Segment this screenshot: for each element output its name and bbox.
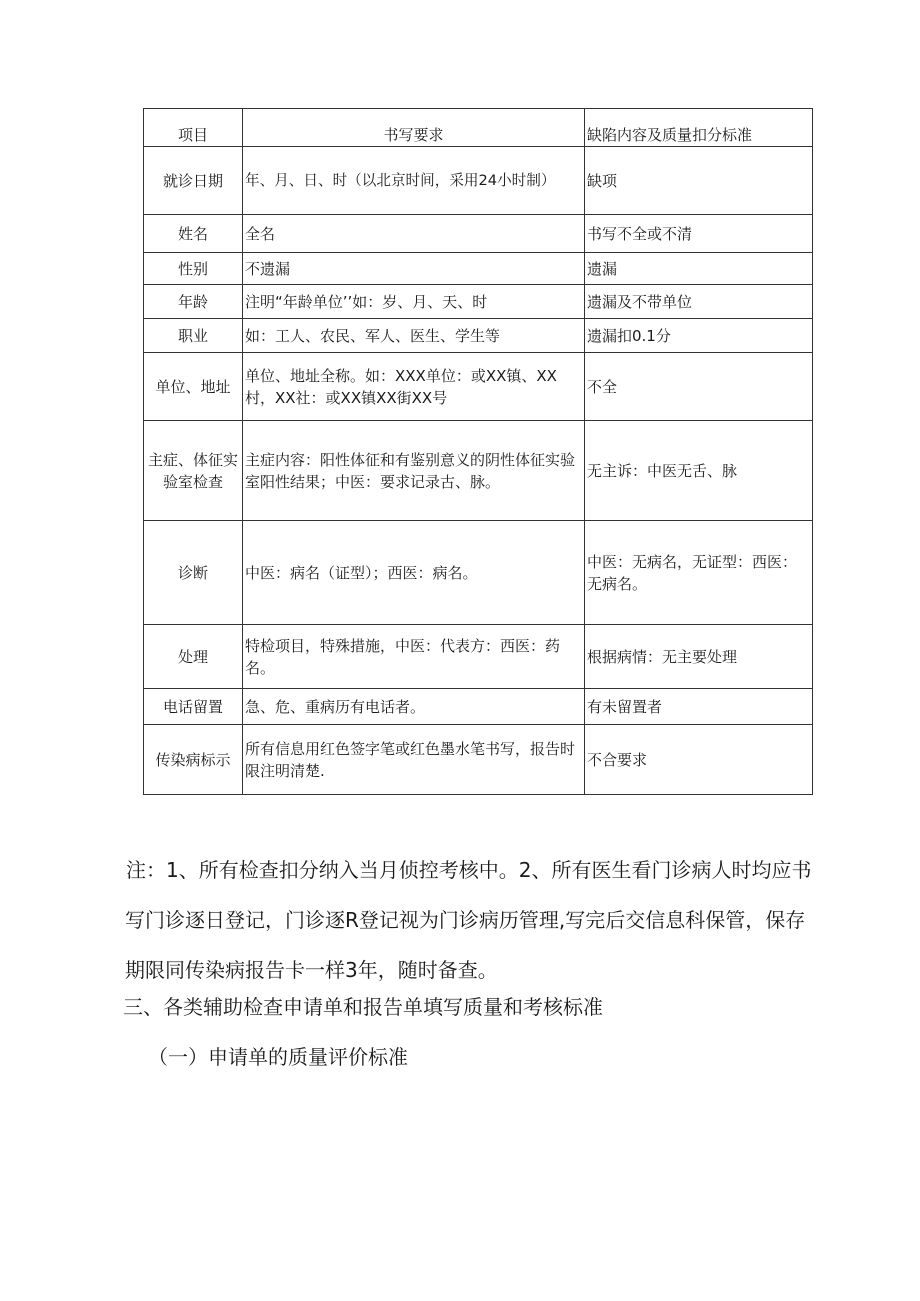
table-row xyxy=(144,285,813,319)
row-defect-cell: 遗漏及不带单位 xyxy=(585,285,813,319)
table-row xyxy=(144,215,813,253)
row-item-cell: 诊断 xyxy=(144,521,243,625)
row-item-cell: 就诊日期 xyxy=(144,147,243,215)
row-requirement-cell: 注明“年龄单位’’如：岁、月、天、时 xyxy=(243,285,585,319)
row-requirement-cell: 特检项目，特殊措施，中医：代表方：西医：药名。 xyxy=(243,625,585,689)
subsection-heading: （一）申请单的质量评价标准 xyxy=(148,1045,408,1069)
row-defect-cell: 有未留置者 xyxy=(585,689,813,725)
quality-standards-table xyxy=(143,108,813,795)
row-defect-cell: 不合要求 xyxy=(585,725,813,795)
row-requirement-cell: 所有信息用红色签字笔或红色墨水笔书写，报告时限注明清楚. xyxy=(243,725,585,795)
row-defect-cell: 书写不全或不清 xyxy=(585,215,813,253)
row-requirement-cell: 中医：病名（证型）；西医：病名。 xyxy=(243,521,585,625)
table-row xyxy=(144,319,813,353)
header-cell-item: 项目 xyxy=(144,109,243,147)
section-heading: 三、各类辅助检查申请单和报告单填写质量和考核标准 xyxy=(123,995,603,1019)
table-row xyxy=(144,353,813,421)
row-defect-cell: 不全 xyxy=(585,353,813,421)
table-row xyxy=(144,421,813,521)
row-item-cell: 单位、地址 xyxy=(144,353,243,421)
table-row xyxy=(144,725,813,795)
table-row xyxy=(144,147,813,215)
row-item-cell: 职业 xyxy=(144,319,243,353)
table-row xyxy=(144,625,813,689)
table-row xyxy=(144,689,813,725)
row-requirement-cell: 全名 xyxy=(243,215,585,253)
row-defect-cell: 缺项 xyxy=(585,147,813,215)
table-row xyxy=(144,521,813,625)
row-requirement-cell: 急、危、重病历有电话者。 xyxy=(243,689,585,725)
table-row xyxy=(144,253,813,285)
row-item-cell: 电话留置 xyxy=(144,689,243,725)
table-header-row xyxy=(144,109,813,147)
row-requirement-text: 年、月、日、时（以北京时间，采用24小时制） xyxy=(245,172,556,189)
row-defect-cell: 根据病情：无主要处理 xyxy=(585,625,813,689)
row-defect-cell: 遗漏扣0.1分 xyxy=(585,319,813,353)
row-requirement-cell: 如：工人、农民、军人、医生、学生等 xyxy=(243,319,585,353)
row-item-cell: 性别 xyxy=(144,253,243,285)
row-item-cell: 主症、体征实验室检查 xyxy=(144,421,243,521)
row-requirement-cell: 主症内容：阳性体征和有鉴别意义的阴性体征实验室阳性结果；中医：要求记录古、脉。 xyxy=(243,421,585,521)
row-requirement-cell xyxy=(243,147,585,215)
header-cell-requirement: 书写要求 xyxy=(243,109,585,147)
row-defect-cell: 中医：无病名，无证型：西医：无病名。 xyxy=(585,521,813,625)
row-defect-cell: 遗漏 xyxy=(585,253,813,285)
note-paragraph: 注：1、所有检查扣分纳入当月侦控考核中。2、所有医生看门诊病人时均应书写门诊逐日登记，门诊逐R登记视为门诊病历管理,写完后交信息科保管，保存期限同传染病报告卡一样3年，随时备查。 xyxy=(125,858,812,982)
row-requirement-cell: 单位、地址全称。如：XXX单位：或XX镇、XX村，XX社：或XX镇XX街XX号 xyxy=(243,353,585,421)
row-item-cell: 处理 xyxy=(144,625,243,689)
row-item-cell: 传染病标示 xyxy=(144,725,243,795)
row-item-cell: 姓名 xyxy=(144,215,243,253)
header-cell-defect: 缺陷内容及质量扣分标准 xyxy=(585,109,813,147)
row-defect-cell: 无主诉：中医无舌、脉 xyxy=(585,421,813,521)
row-item-cell: 年龄 xyxy=(144,285,243,319)
row-requirement-cell: 不遗漏 xyxy=(243,253,585,285)
